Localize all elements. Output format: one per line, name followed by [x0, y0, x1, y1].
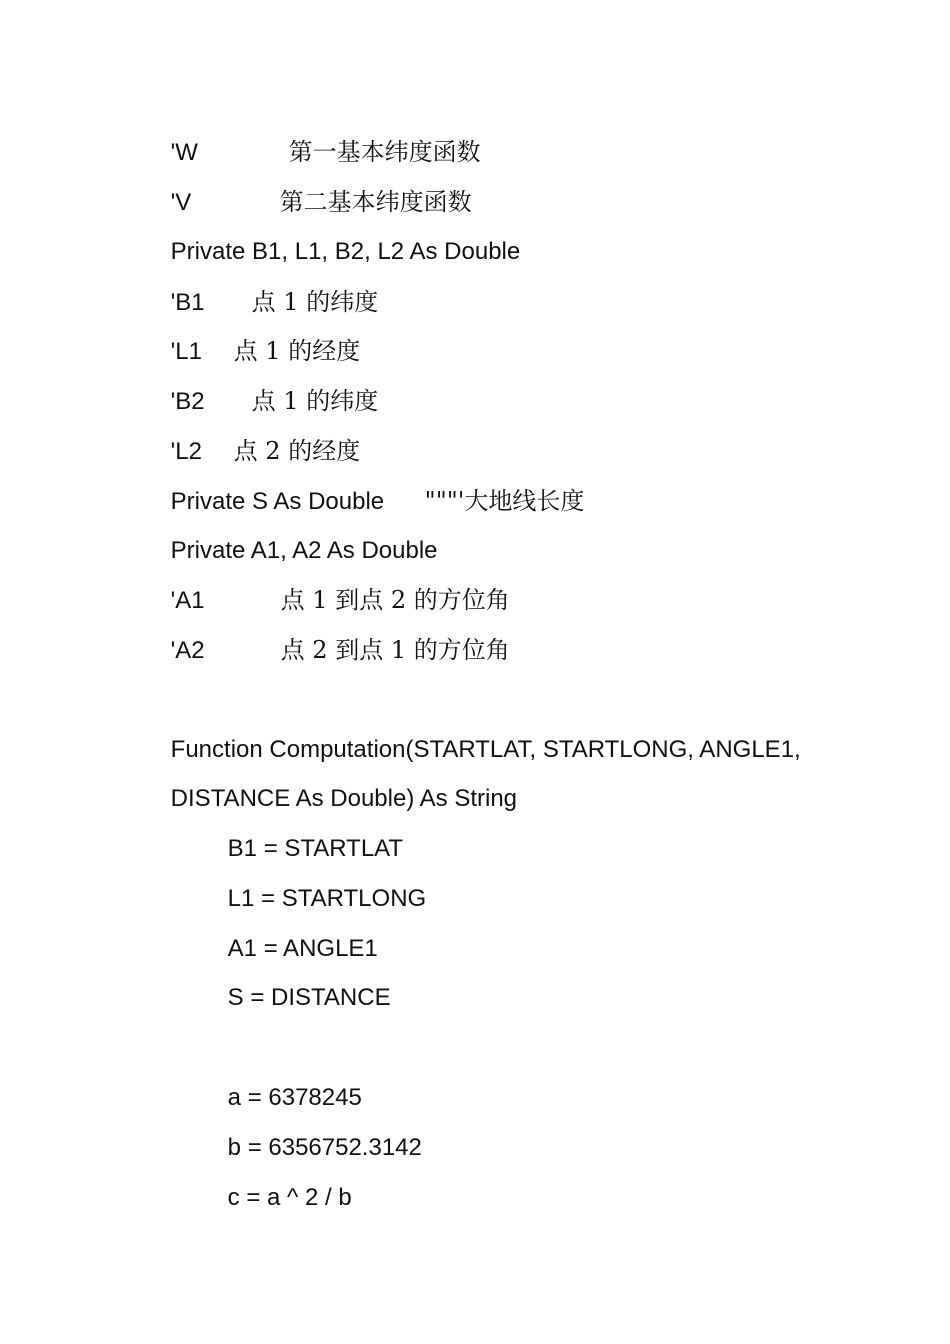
code-text: DISTANCE As Double) As String: [170, 785, 518, 812]
code-text: B1 = STARTLAT: [227, 835, 404, 862]
code-line-declare-s: [144, 447, 585, 515]
code-line-declare-a1-a2: [144, 497, 438, 564]
comment-text: 点 1 的经度: [233, 337, 361, 365]
code-line-a1-comment: [144, 546, 510, 614]
code-text: S = DISTANCE: [227, 984, 391, 1011]
code-line-assign-c: [201, 1144, 352, 1211]
code-line-a2-comment: [144, 596, 510, 664]
code-text: 'A1: [170, 587, 205, 614]
code-line-b1-comment: [144, 248, 379, 316]
code-line-assign-s: [201, 944, 391, 1011]
code-line-b2-comment: [144, 347, 379, 415]
code-text: 'A2: [170, 637, 205, 664]
code-text: 'B1: [170, 289, 205, 316]
code-line-v-comment: [144, 148, 472, 216]
code-line-l1-comment: [144, 297, 361, 365]
code-text: Private B1, L1, B2, L2 As Double: [170, 238, 521, 265]
comment-text: """'大地线长度: [424, 487, 585, 515]
code-line-declare-b1-l1-b2-l2: [144, 198, 521, 265]
code-text: 'V: [170, 189, 192, 216]
comment-text: 第二基本纬度函数: [279, 188, 472, 216]
code-line-assign-b: [201, 1094, 422, 1161]
code-line-assign-l1: [201, 845, 427, 912]
comment-text: 点 1 的纬度: [251, 387, 379, 415]
code-text: a = 6378245: [227, 1084, 362, 1111]
code-text: 'L2: [170, 438, 202, 465]
code-text: Private A1, A2 As Double: [170, 537, 438, 564]
code-line-function-signature-cont: [144, 745, 518, 812]
code-line-function-signature: [144, 696, 801, 763]
code-line-assign-b1: [201, 795, 404, 862]
comment-text: 点 1 的纬度: [251, 288, 379, 316]
code-text: A1 = ANGLE1: [227, 935, 378, 962]
comment-text: 点 2 的经度: [233, 437, 361, 465]
code-text: Private S As Double: [170, 488, 385, 515]
comment-text: 第一基本纬度函数: [288, 138, 481, 166]
comment-text: 点 2 到点 1 的方位角: [280, 636, 510, 664]
code-line-assign-a1: [201, 895, 378, 962]
code-text: 'B2: [170, 388, 205, 415]
code-text: c = a ^ 2 / b: [227, 1184, 352, 1211]
code-text: b = 6356752.3142: [227, 1134, 422, 1161]
comment-text: 点 1 到点 2 的方位角: [280, 586, 510, 614]
code-line-l2-comment: [144, 397, 361, 465]
code-line-w-comment: [144, 98, 481, 166]
code-line-assign-a: [201, 1044, 362, 1111]
code-text: Function Computation(STARTLAT, STARTLONG, ANGLE1,: [170, 736, 801, 763]
code-text: L1 = STARTLONG: [227, 885, 427, 912]
code-text: 'W: [170, 139, 198, 166]
code-text: 'L1: [170, 338, 202, 365]
